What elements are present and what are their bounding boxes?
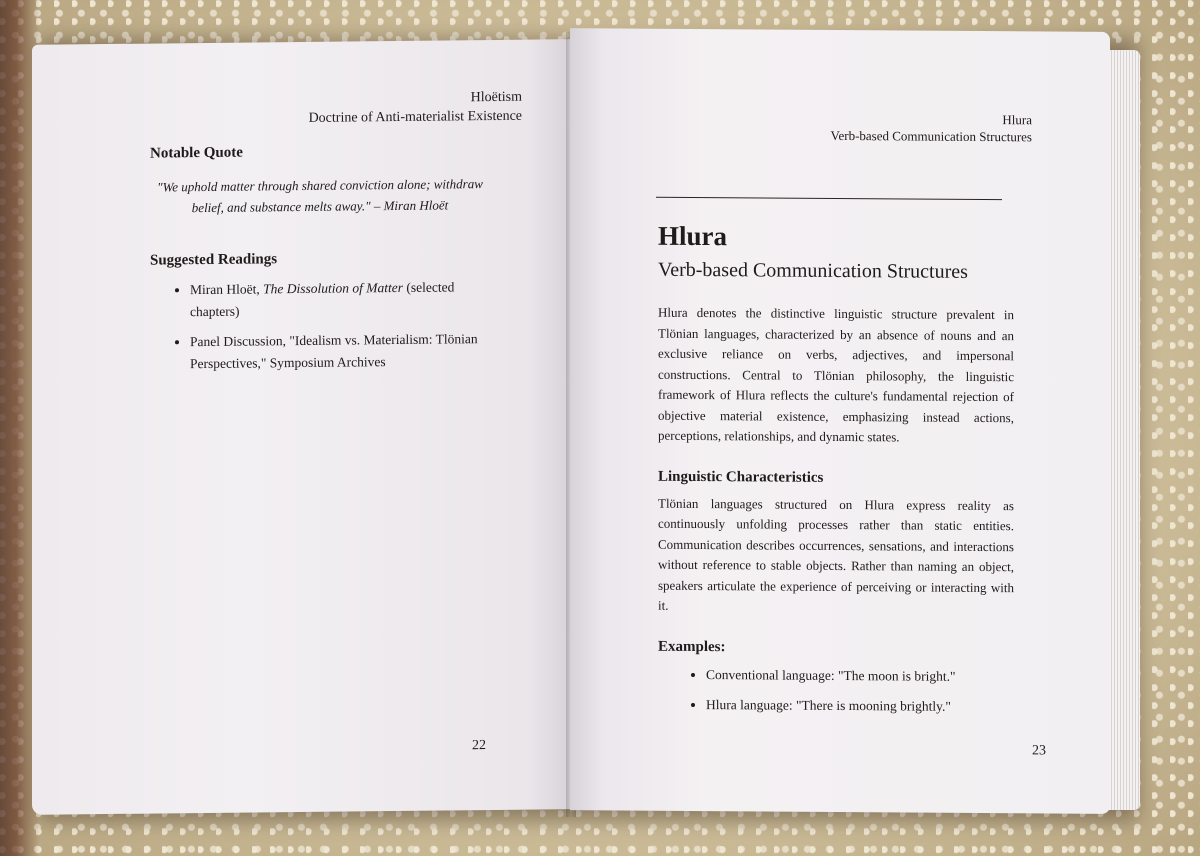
- reading-author: Miran Hloët,: [190, 281, 264, 298]
- suggested-readings-list: [150, 276, 490, 376]
- reading-note: (selected chapters): [190, 279, 455, 320]
- characteristics-heading: Linguistic Characteristics: [658, 468, 824, 486]
- running-head-title: Hlura: [1002, 112, 1032, 128]
- running-head-subtitle: Verb-based Communication Structures: [830, 127, 1032, 145]
- entry-title: Hlura: [658, 220, 728, 252]
- suggested-readings-heading: Suggested Readings: [150, 251, 278, 269]
- running-head-subtitle: Doctrine of Anti-materialist Existence: [308, 108, 522, 126]
- notable-quote-text: "We uphold matter through shared conviction alone; withdraw belief, and substance melts away." – Miran Hloët: [157, 176, 483, 216]
- reading-item: [190, 328, 490, 375]
- page-number-left: 22: [472, 738, 486, 754]
- examples-heading: Examples:: [658, 638, 726, 655]
- reading-title: The Dissolution of Matter: [263, 279, 404, 297]
- examples-list: [658, 663, 1014, 717]
- running-head-title: Hloëtism: [470, 89, 522, 106]
- notable-quote-heading: Notable Quote: [150, 144, 243, 162]
- left-page-content: [150, 142, 490, 384]
- title-rule: [656, 197, 1002, 200]
- characteristics-paragraph: Tlönian languages structured on Hlura express reality as continuously unfolding processes rather than static entities. Communication describes occurrences, sensations, and interactions without reference to stable objects. Rather than naming an object, speakers articulate the experience of perceiving or interacting with it.: [658, 495, 1014, 613]
- open-book: [30, 22, 1140, 817]
- example-item: • Conventional language: "The moon is bright.": [706, 664, 1014, 688]
- page-number-right: 23: [1032, 743, 1046, 759]
- right-page: [570, 28, 1110, 814]
- right-page-content: [658, 219, 1014, 726]
- entry-subtitle: Verb-based Communication Structures: [658, 258, 968, 283]
- running-head-right: [831, 110, 1032, 145]
- reading-text: Panel Discussion, "Idealism vs. Materialism: Tlönian Perspectives," Symposium Archives: [190, 331, 478, 372]
- running-head-left: [309, 88, 522, 128]
- example-item: • Hlura language: "There is mooning brightly.": [706, 694, 1014, 718]
- left-page: [32, 39, 570, 815]
- reading-item: [190, 276, 490, 323]
- intro-paragraph: Hlura denotes the distinctive linguistic structure prevalent in Tlönian languages, characterized by an absence of nouns and an exclusive reliance on verbs, adjectives, and impersonal constructions. Central to Tlönian philosophy, the linguistic framework of Hlura reflects the culture's fundamental rejection of objective material existence, emphasizing instead actions, perceptions, relationships, and dynamic states.: [658, 304, 1014, 445]
